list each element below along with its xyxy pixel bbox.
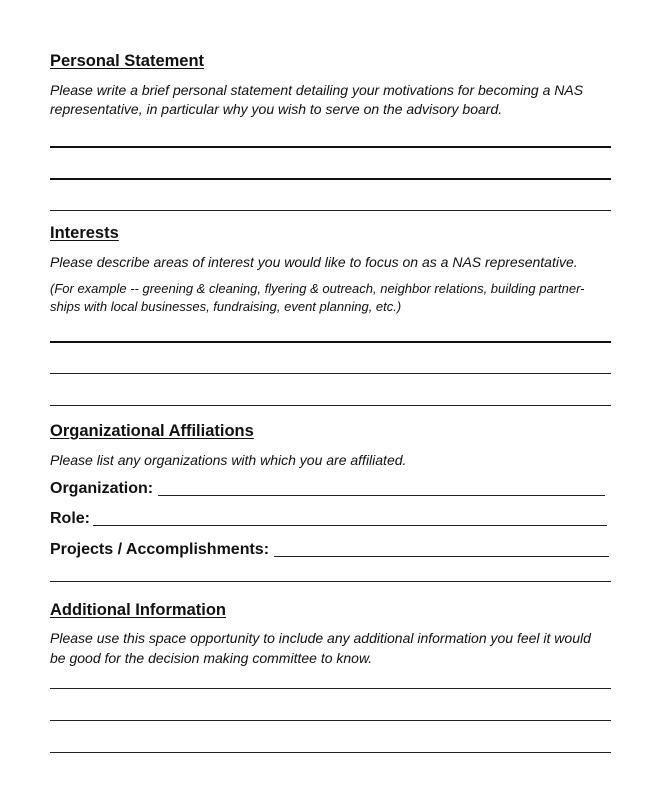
answer-line[interactable] bbox=[50, 178, 611, 180]
answer-line[interactable] bbox=[50, 341, 611, 343]
instruction-text: representative, in particular why you wish to serve on the advisory board. bbox=[50, 101, 503, 117]
organization-field[interactable] bbox=[158, 495, 605, 496]
organization-label: Organization: bbox=[50, 480, 154, 497]
instruction-text: Please use this space opportunity to include any additional information you feel it would bbox=[50, 630, 591, 646]
instruction-text: Please list any organizations with which you are affiliated. bbox=[50, 452, 407, 468]
answer-line[interactable] bbox=[50, 688, 611, 689]
answer-line[interactable] bbox=[50, 210, 611, 211]
section-heading-interests: Interests bbox=[50, 224, 119, 242]
answer-line[interactable] bbox=[50, 581, 611, 582]
section-heading-additional-info: Additional Information bbox=[50, 601, 226, 619]
answer-line[interactable] bbox=[50, 373, 611, 374]
instruction-text: Please describe areas of interest you would like to focus on as a NAS representative. bbox=[50, 254, 578, 270]
projects-label: Projects / Accomplishments: bbox=[50, 541, 270, 558]
answer-line[interactable] bbox=[50, 720, 611, 721]
projects-field[interactable] bbox=[274, 556, 609, 557]
role-label: Role: bbox=[50, 510, 90, 527]
section-heading-personal-statement: Personal Statement bbox=[50, 52, 205, 70]
instruction-text: Please write a brief personal statement detailing your motivations for becoming a NAS bbox=[50, 82, 584, 98]
example-text: (For example -- greening & cleaning, flyering & outreach, neighbor relations, building partner- bbox=[50, 281, 585, 296]
answer-line[interactable] bbox=[50, 405, 611, 406]
section-heading-affiliations: Organizational Affiliations bbox=[50, 422, 254, 440]
instruction-text: be good for the decision making committee to know. bbox=[50, 650, 373, 666]
role-field[interactable] bbox=[93, 525, 607, 526]
answer-line[interactable] bbox=[50, 146, 611, 148]
example-text: ships with local businesses, fundraising, event planning, etc.) bbox=[50, 299, 402, 314]
answer-line[interactable] bbox=[50, 752, 611, 753]
